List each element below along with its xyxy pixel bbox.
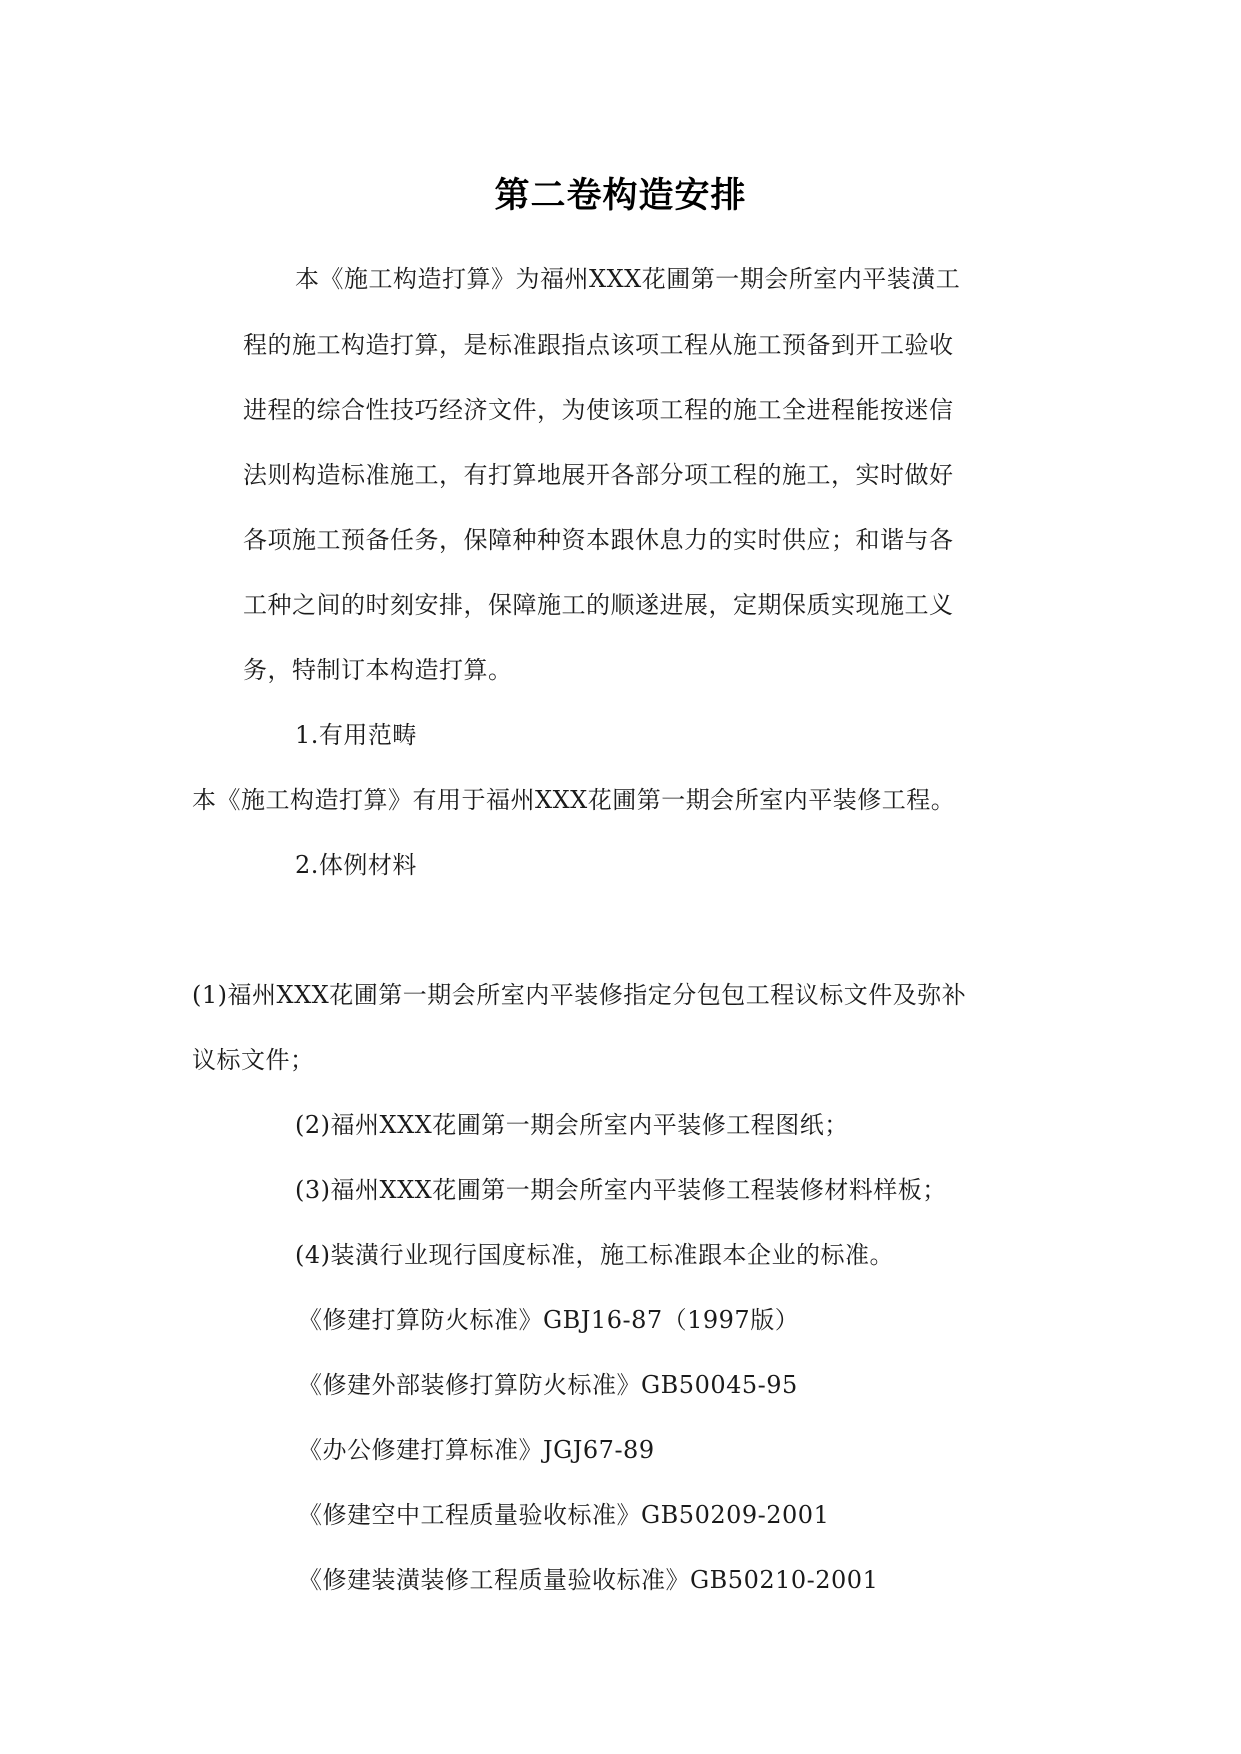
section-heading-basis: 2.体例材料 [295, 851, 417, 879]
intro-line: 本《施工构造打算》为福州XXX花圃第一期会所室内平装潢工 [295, 265, 961, 293]
document-title: 第二卷构造安排 [494, 176, 747, 216]
basis-item-2: (2)福州XXX花圃第一期会所室内平装修工程图纸； [295, 1111, 849, 1139]
basis-item-line: 议标文件； [192, 1046, 315, 1074]
standard-item: 《修建外部装修打算防火标准》GB50045-95 [298, 1371, 798, 1399]
standard-item: 《修建装潢装修工程质量验收标准》GB50210-2001 [298, 1566, 879, 1594]
section-heading-scope: 1.有用范畴 [295, 721, 417, 749]
standard-item: 《修建打算防火标准》GBJ16-87（1997版） [298, 1306, 800, 1334]
intro-line: 工种之间的时刻安排，保障施工的顺遂进展，定期保质实现施工义 [243, 591, 954, 619]
scope-text: 本《施工构造打算》有用于福州XXX花圃第一期会所室内平装修工程。 [192, 786, 956, 814]
intro-line: 进程的综合性技巧经济文件，为使该项工程的施工全进程能按迷信 [243, 396, 954, 424]
intro-line: 务，特制订本构造打算。 [243, 656, 513, 684]
standard-item: 《修建空中工程质量验收标准》GB50209-2001 [298, 1501, 830, 1529]
intro-line: 程的施工构造打算，是标准跟指点该项工程从施工预备到开工验收 [243, 331, 954, 359]
basis-item-line: (1)福州XXX花圃第一期会所室内平装修指定分包包工程议标文件及弥补 [192, 981, 967, 1009]
intro-line: 法则构造标准施工，有打算地展开各部分项工程的施工，实时做好 [243, 461, 954, 489]
basis-item-4: (4)装潢行业现行国度标准，施工标准跟本企业的标准。 [295, 1241, 894, 1269]
intro-line: 各项施工预备任务，保障种种资本跟休息力的实时供应；和谐与各 [243, 526, 954, 554]
basis-item-3: (3)福州XXX花圃第一期会所室内平装修工程装修材料样板； [295, 1176, 947, 1204]
standard-item: 《办公修建打算标准》JGJ67-89 [298, 1436, 655, 1464]
